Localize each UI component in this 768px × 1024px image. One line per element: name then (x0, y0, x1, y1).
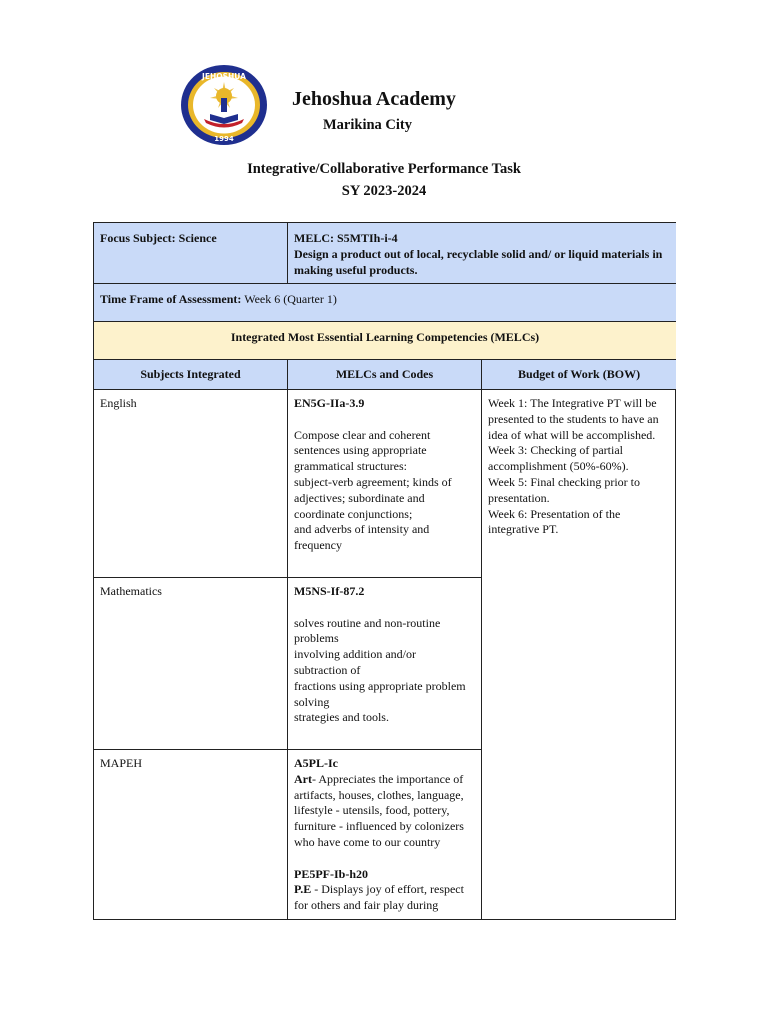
focus-subject: Focus Subject: Science (100, 231, 217, 245)
melc-label: MELC: S5MTIh-i-4 (294, 231, 398, 245)
time-frame-label: Time Frame of Assessment: (100, 292, 242, 306)
melc-text: Design a product out of local, recyclable solid and/ or liquid materials in making useful products. (294, 246, 663, 277)
task-table (93, 222, 676, 920)
subject-english: English (94, 390, 288, 578)
school-city: Marikina City (323, 117, 413, 133)
melc-code-art: A5PL-Ic (294, 756, 338, 770)
time-frame-cell (94, 284, 676, 322)
melc-code: EN5G-IIa-3.9 (294, 396, 365, 410)
budget-of-work: Week 1: The Integrative PT will be presented to the students to have an idea of what will be accomplished. Week 3: Checking of partial accomplishment (50%-60%). Week 5: Final checking prior to presentation. Week 6: Presentation of the integrative PT. (488, 396, 659, 537)
col-header-melcs: MELCs and Codes (288, 360, 482, 390)
col-header-bow: Budget of Work (BOW) (482, 360, 676, 390)
melc-code-pe: PE5PF-Ib-h20 (294, 866, 369, 881)
svg-text:JEHOSHUA: JEHOSHUA (202, 72, 246, 81)
school-year: SY 2023-2024 (341, 183, 427, 199)
col-header-subjects: Subjects Integrated (94, 360, 288, 390)
melc-mathematics: M5NS-If-87.2 solves routine and non-routine problems involving addition and/or subtraction of fractions using appropriate problem solving strategies and tools. (288, 578, 482, 750)
focus-subject-cell (94, 223, 288, 284)
subject-mapeh: MAPEH (94, 750, 288, 920)
melc-code: M5NS-If-87.2 (294, 584, 365, 598)
melc-cell (288, 223, 676, 284)
task-title: Integrative/Collaborative Performance Task (247, 161, 521, 177)
melc-english: EN5G-IIa-3.9 Compose clear and coherent sentences using appropriate grammatical structures: subject-verb agreement; kinds of adjectives; subordinate and coordinate conjunctions; and adverbs of intensity and frequency (288, 390, 482, 578)
school-name: Jehoshua Academy (292, 88, 456, 110)
integrated-heading: Integrated Most Essential Learning Competencies (MELCs) (94, 322, 676, 360)
subject-mathematics: Mathematics (94, 578, 288, 750)
school-logo (180, 64, 268, 146)
time-frame-value: Week 6 (Quarter 1) (244, 292, 337, 306)
melc-mapeh: A5PL-Ic Art- Appreciates the importance of artifacts, houses, clothes, language, lifestyle - utensils, food, pottery, furniture - influenced by colonizers who have come to our country PE5PF-Ib-h20 P.E - Displays joy of effort, respect for others and fair play during (288, 750, 482, 920)
svg-text:1994: 1994 (214, 135, 234, 143)
